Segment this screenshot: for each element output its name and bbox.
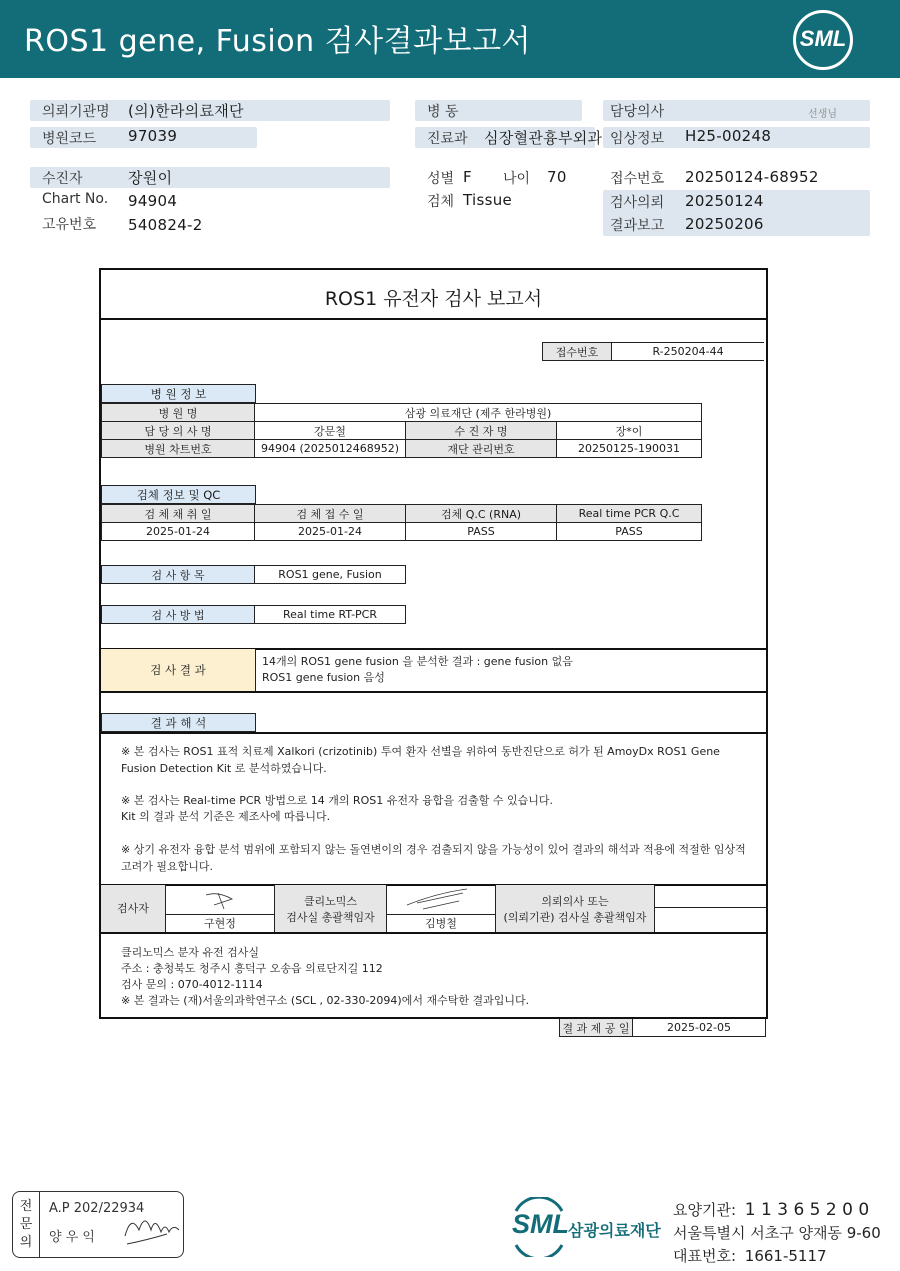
lab-address: 주소 : 충청북도 청주시 흥덕구 오송읍 의료단지길 112 xyxy=(121,962,383,975)
specimen-value: 2025-01-24 xyxy=(255,523,406,541)
lab-phone: 검사 문의 : 070-4012-1114 xyxy=(121,978,263,991)
result-line-2: ROS1 gene fusion 음성 xyxy=(262,671,385,684)
chart-value: 94904 xyxy=(128,192,178,210)
id-label: 고유번호 xyxy=(42,217,97,233)
doctor-name-label: 담 당 의 사 명 xyxy=(102,422,255,440)
specimen-header: 검 체 채 취 일 xyxy=(102,505,255,523)
org-name: 삼광의료재단 xyxy=(568,1221,661,1240)
org-address: 서울특별시 서초구 양재동 9-60 xyxy=(673,1224,881,1242)
lab-name: 클리노믹스 분자 유전 검사실 xyxy=(121,946,260,959)
provided-date-table xyxy=(559,1019,766,1037)
specimen-header: 검체 Q.C (RNA) xyxy=(406,505,557,523)
result-label: 검 사 결 과 xyxy=(101,649,256,691)
hosp-code-label: 병원코드 xyxy=(42,131,97,147)
age-label: 나이 xyxy=(503,171,531,187)
specimen-table xyxy=(101,504,702,541)
clinical-value: H25-00248 xyxy=(685,127,772,145)
examiner-label: 검사자 xyxy=(101,885,166,932)
chart-label: Chart No. xyxy=(42,191,109,207)
sml-logo-text: SML xyxy=(512,1209,569,1239)
org-code-label: 요양기관: xyxy=(673,1201,737,1219)
director-name: 김병철 xyxy=(387,914,496,933)
lab-note: ※ 본 결과는 (재)서울의과학연구소 (SCL , 02-330-2094)에서 재수탁한 결과입니다. xyxy=(121,994,530,1007)
examiner-signature-mark xyxy=(166,885,274,914)
chart-no-value: 94904 (2025012468952) xyxy=(255,440,406,458)
director-label-cell xyxy=(275,885,387,932)
result-line-1: 14개의 ROS1 gene fusion 을 분석한 결과 : gene fusion 없음 xyxy=(262,655,573,668)
interp-divider xyxy=(101,732,766,734)
interp-paragraph-2a: ※ 본 검사는 Real-time PCR 방법으로 14 개의 ROS1 유전자 융합을 검출할 수 있습니다. xyxy=(121,794,553,807)
stamp-name: 양 우 익 xyxy=(49,1230,95,1245)
examiner-signature xyxy=(166,885,275,914)
org-code-value: 1 1 3 6 5 2 0 0 xyxy=(744,1200,870,1220)
receipt-value: 20250124-68952 xyxy=(685,168,819,186)
stamp-ap: A.P 202/22934 xyxy=(49,1201,145,1216)
hospital-section-title: 병 원 정 보 xyxy=(101,384,256,403)
pathologist-stamp xyxy=(12,1191,184,1258)
receipt-no-value: R-250204-44 xyxy=(612,343,765,361)
inst-value: (의)한라의료재단 xyxy=(128,102,244,120)
patient-name-value: 장*이 xyxy=(557,422,702,440)
stamp-char: 전 xyxy=(19,1199,33,1214)
receipt-no-label: 접수번호 xyxy=(543,343,612,361)
referring-label-cell xyxy=(496,885,655,932)
doctor-name-value: 강문철 xyxy=(255,422,406,440)
interp-paragraph-2b: Kit 의 결과 분석 기준은 제조사에 따릅니다. xyxy=(121,810,331,823)
logo-text: SML xyxy=(799,26,847,51)
specimen-value: 2025-01-24 xyxy=(102,523,255,541)
referring-label-1: 의뢰의사 또는 xyxy=(541,895,609,908)
director-label-1: 클리노믹스 xyxy=(303,895,358,908)
org-phone-label: 대표번호: xyxy=(673,1247,737,1265)
director-label-2: 검사실 총괄책임자 xyxy=(286,911,375,924)
stamp-char: 문 xyxy=(19,1217,33,1232)
clinical-label: 임상정보 xyxy=(610,131,665,147)
report-date-value: 20250206 xyxy=(685,215,764,233)
test-method-value: Real time RT-PCR xyxy=(255,606,406,624)
sex-label: 성별 xyxy=(427,171,455,187)
test-method-table xyxy=(101,605,406,624)
specimen-value: PASS xyxy=(406,523,557,541)
specimen-header: Real time PCR Q.C xyxy=(557,505,702,523)
org-phone xyxy=(673,1245,827,1266)
name-bar xyxy=(30,167,390,188)
provided-date-label: 결 과 제 공 일 xyxy=(560,1019,633,1037)
ward-label: 병 동 xyxy=(427,104,459,120)
specimen-value: Tissue xyxy=(463,191,513,209)
specimen-value: PASS xyxy=(557,523,702,541)
stamp-column xyxy=(13,1192,40,1257)
report-date-label: 결과보고 xyxy=(610,218,665,234)
sex-value: F xyxy=(463,168,472,186)
dept-label: 진료과 xyxy=(427,131,468,147)
dept-value: 심장혈관흉부외과 xyxy=(484,129,603,147)
doctor-label: 담당의사 xyxy=(610,104,665,120)
test-method-label: 검 사 방 법 xyxy=(102,606,255,624)
interp-paragraph-3: ※ 상기 유전자 융합 분석 범위에 포함되지 않는 돌연변이의 경우 검출되지 않을 가능성이 있어 결과의 해석과 적용에 적절한 임상적 고려가 필요합니다. xyxy=(121,843,746,873)
name-value: 장원이 xyxy=(128,169,173,187)
director-signature xyxy=(387,885,496,914)
test-item-value: ROS1 gene, Fusion xyxy=(255,566,406,584)
result-bottom-line xyxy=(101,691,766,693)
examiner-name: 구현정 xyxy=(166,914,275,933)
report-title: ROS1 gene, Fusion 검사결과보고서 xyxy=(24,24,532,59)
pathologist-signature xyxy=(121,1206,183,1250)
chart-no-label: 병원 차트번호 xyxy=(102,440,255,458)
stamp-char: 의 xyxy=(19,1235,33,1250)
hospital-table xyxy=(101,403,702,458)
provided-date-value: 2025-02-05 xyxy=(633,1019,766,1037)
doctor-suffix: 선생님 xyxy=(808,109,837,120)
mgmt-no-value: 20250125-190031 xyxy=(557,440,702,458)
name-label: 수진자 xyxy=(42,171,83,187)
mgmt-no-label: 재단 관리번호 xyxy=(406,440,557,458)
request-value: 20250124 xyxy=(685,192,764,210)
receipt-label: 접수번호 xyxy=(610,171,665,187)
receipt-table xyxy=(542,342,764,361)
header-banner xyxy=(0,0,900,78)
inst-label: 의뢰기관명 xyxy=(42,104,110,120)
director-signature-mark xyxy=(387,885,495,914)
id-value: 540824-2 xyxy=(128,216,203,234)
report-inner-title: ROS1 유전자 검사 보고서 xyxy=(324,288,543,310)
signature-bottom-line xyxy=(101,932,766,934)
report-frame xyxy=(99,268,768,1019)
org-code xyxy=(673,1199,869,1220)
patient-name-label: 수 진 자 명 xyxy=(406,422,557,440)
referring-label-2: (의뢰기관) 검사실 총괄책임자 xyxy=(503,911,647,924)
age-value: 70 xyxy=(547,168,567,186)
sml-logo-badge xyxy=(793,10,853,70)
hosp-name-label: 병 원 명 xyxy=(102,404,255,422)
test-item-label: 검 사 항 목 xyxy=(102,566,255,584)
title-divider xyxy=(101,318,766,320)
hosp-code-value: 97039 xyxy=(128,127,178,145)
interp-paragraph-1: ※ 본 검사는 ROS1 표적 치료제 Xalkori (crizotinib) 투여 환자 선별을 위하여 동반진단으로 허가 된 AmoyDx ROS1 Gene Fusion Detection Kit 로 분석하였습니다. xyxy=(121,745,720,775)
org-phone-value: 1661-5117 xyxy=(744,1247,827,1265)
specimen-label: 검체 xyxy=(427,194,455,210)
interp-section-title: 결 과 해 석 xyxy=(101,713,256,732)
specimen-header: 검 체 접 수 일 xyxy=(255,505,406,523)
specimen-section-title: 검체 정보 및 QC xyxy=(101,485,256,504)
hosp-name-value: 삼광 의료재단 (제주 한라병원) xyxy=(255,404,702,422)
request-label: 검사의뢰 xyxy=(610,195,665,211)
test-item-table xyxy=(101,565,406,584)
referring-signature-line xyxy=(655,907,768,908)
